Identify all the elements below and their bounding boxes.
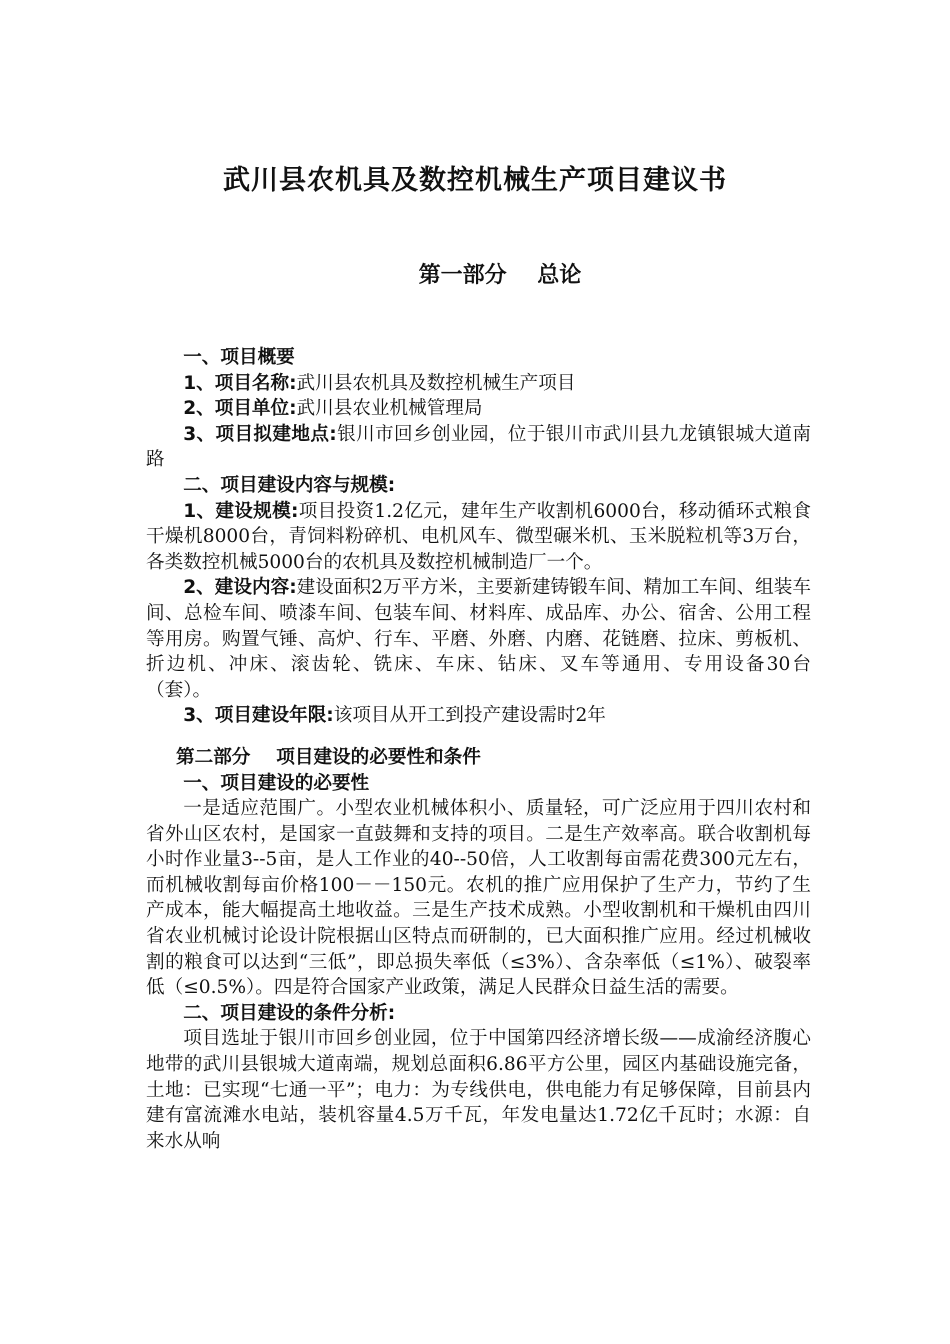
paragraph-project-name [146, 371, 811, 397]
value-project-unit: 武川县农业机械管理局 [296, 398, 483, 420]
label-content: 2、建设内容: [183, 577, 297, 599]
label-scale: 1、建设规模: [183, 500, 299, 522]
value-scale: 项目投资1.2亿元，建年生产收割机6000台，移动循环式粮食干燥机8000台，青饲料粉碎机、电机风车、微型碾米机、玉米脱粒机等3万台，各类数控机械5000台的农机具及数控机械制造厂一个。 [146, 500, 811, 573]
document-title: 武川县农机具及数控机械生产项目建议书 [223, 165, 727, 196]
part1-title: 第一部分 总论 [418, 263, 582, 288]
paragraph-project-site [146, 422, 811, 473]
paragraph-scale [146, 499, 811, 576]
value-project-site: 银川市回乡创业园，位于银川市武川县九龙镇银城大道南路 [146, 423, 811, 471]
document-body [146, 345, 811, 1154]
section-heading-content-scale: 二、项目建设内容与规模: [183, 474, 396, 496]
paragraph-content [146, 575, 811, 703]
label-project-site: 3、项目拟建地点: [183, 423, 337, 445]
paragraph-necessity: 一是适应范围广。小型农业机械体积小、质量轻，可广泛应用于四川农村和省外山区农村，是国家一直鼓舞和支持的项目。二是生产效率高。联合收割机每小时作业量3--5亩，是人工作业的40--50倍，人工收割每亩需花费300元左右，而机械收割每亩价格100－－150元。农机的推广应用保护了生产力，节约了生产成本，能大幅提高土地收益。三是生产技术成熟。小型收割机和干燥机由四川省农业机械讨论设计院根据山区特点而研制的，已大面积推广应用。经过机械收割的粮食可以达到“三低”，即总损失率低（≤3%）、含杂率低（≤1%）、破裂率低（≤0.5%）。四是符合国家产业政策，满足人民群众日益生活的需要。 [146, 798, 811, 999]
label-period: 3、项目建设年限: [183, 705, 334, 727]
paragraph-conditions: 项目选址于银川市回乡创业园，位于中国第四经济增长级——成渝经济腹心地带的武川县银城大道南端，规划总面积6.86平方公里，园区内基础设施完备，土地：已实现“七通一平”；电力：为专线供电，供电能力有足够保障，目前县内建有富流滩水电站，装机容量4.5万千瓦，年发电量达1.72亿千瓦时；水源：自来水从响 [146, 1028, 811, 1152]
paragraph-project-unit [146, 396, 811, 422]
value-content: 建设面积2万平方米，主要新建铸锻车间、精加工车间、组装车间、总检车间、喷漆车间、包装车间、材料库、成品库、办公、宿舍、公用工程等用房。购置气锤、高炉、行车、平磨、外磨、内磨、花链磨、拉床、剪板机、折边机、冲床、滚齿轮、铣床、车床、钻床、叉车等通用、专用设备30台（套）。 [146, 577, 811, 701]
section-heading-necessity: 一、项目建设的必要性 [183, 772, 370, 794]
value-period: 该项目从开工到投产建设需时2年 [333, 705, 606, 727]
paragraph-period [146, 703, 811, 729]
label-project-unit: 2、项目单位: [183, 398, 297, 420]
part2-title: 第二部分 项目建设的必要性和条件 [176, 746, 481, 768]
section-heading-conditions: 二、项目建设的条件分析: [183, 1002, 396, 1024]
label-project-name: 1、项目名称: [183, 372, 297, 394]
value-project-name: 武川县农机具及数控机械生产项目 [296, 372, 576, 394]
section-heading-overview: 一、项目概要 [183, 347, 295, 368]
